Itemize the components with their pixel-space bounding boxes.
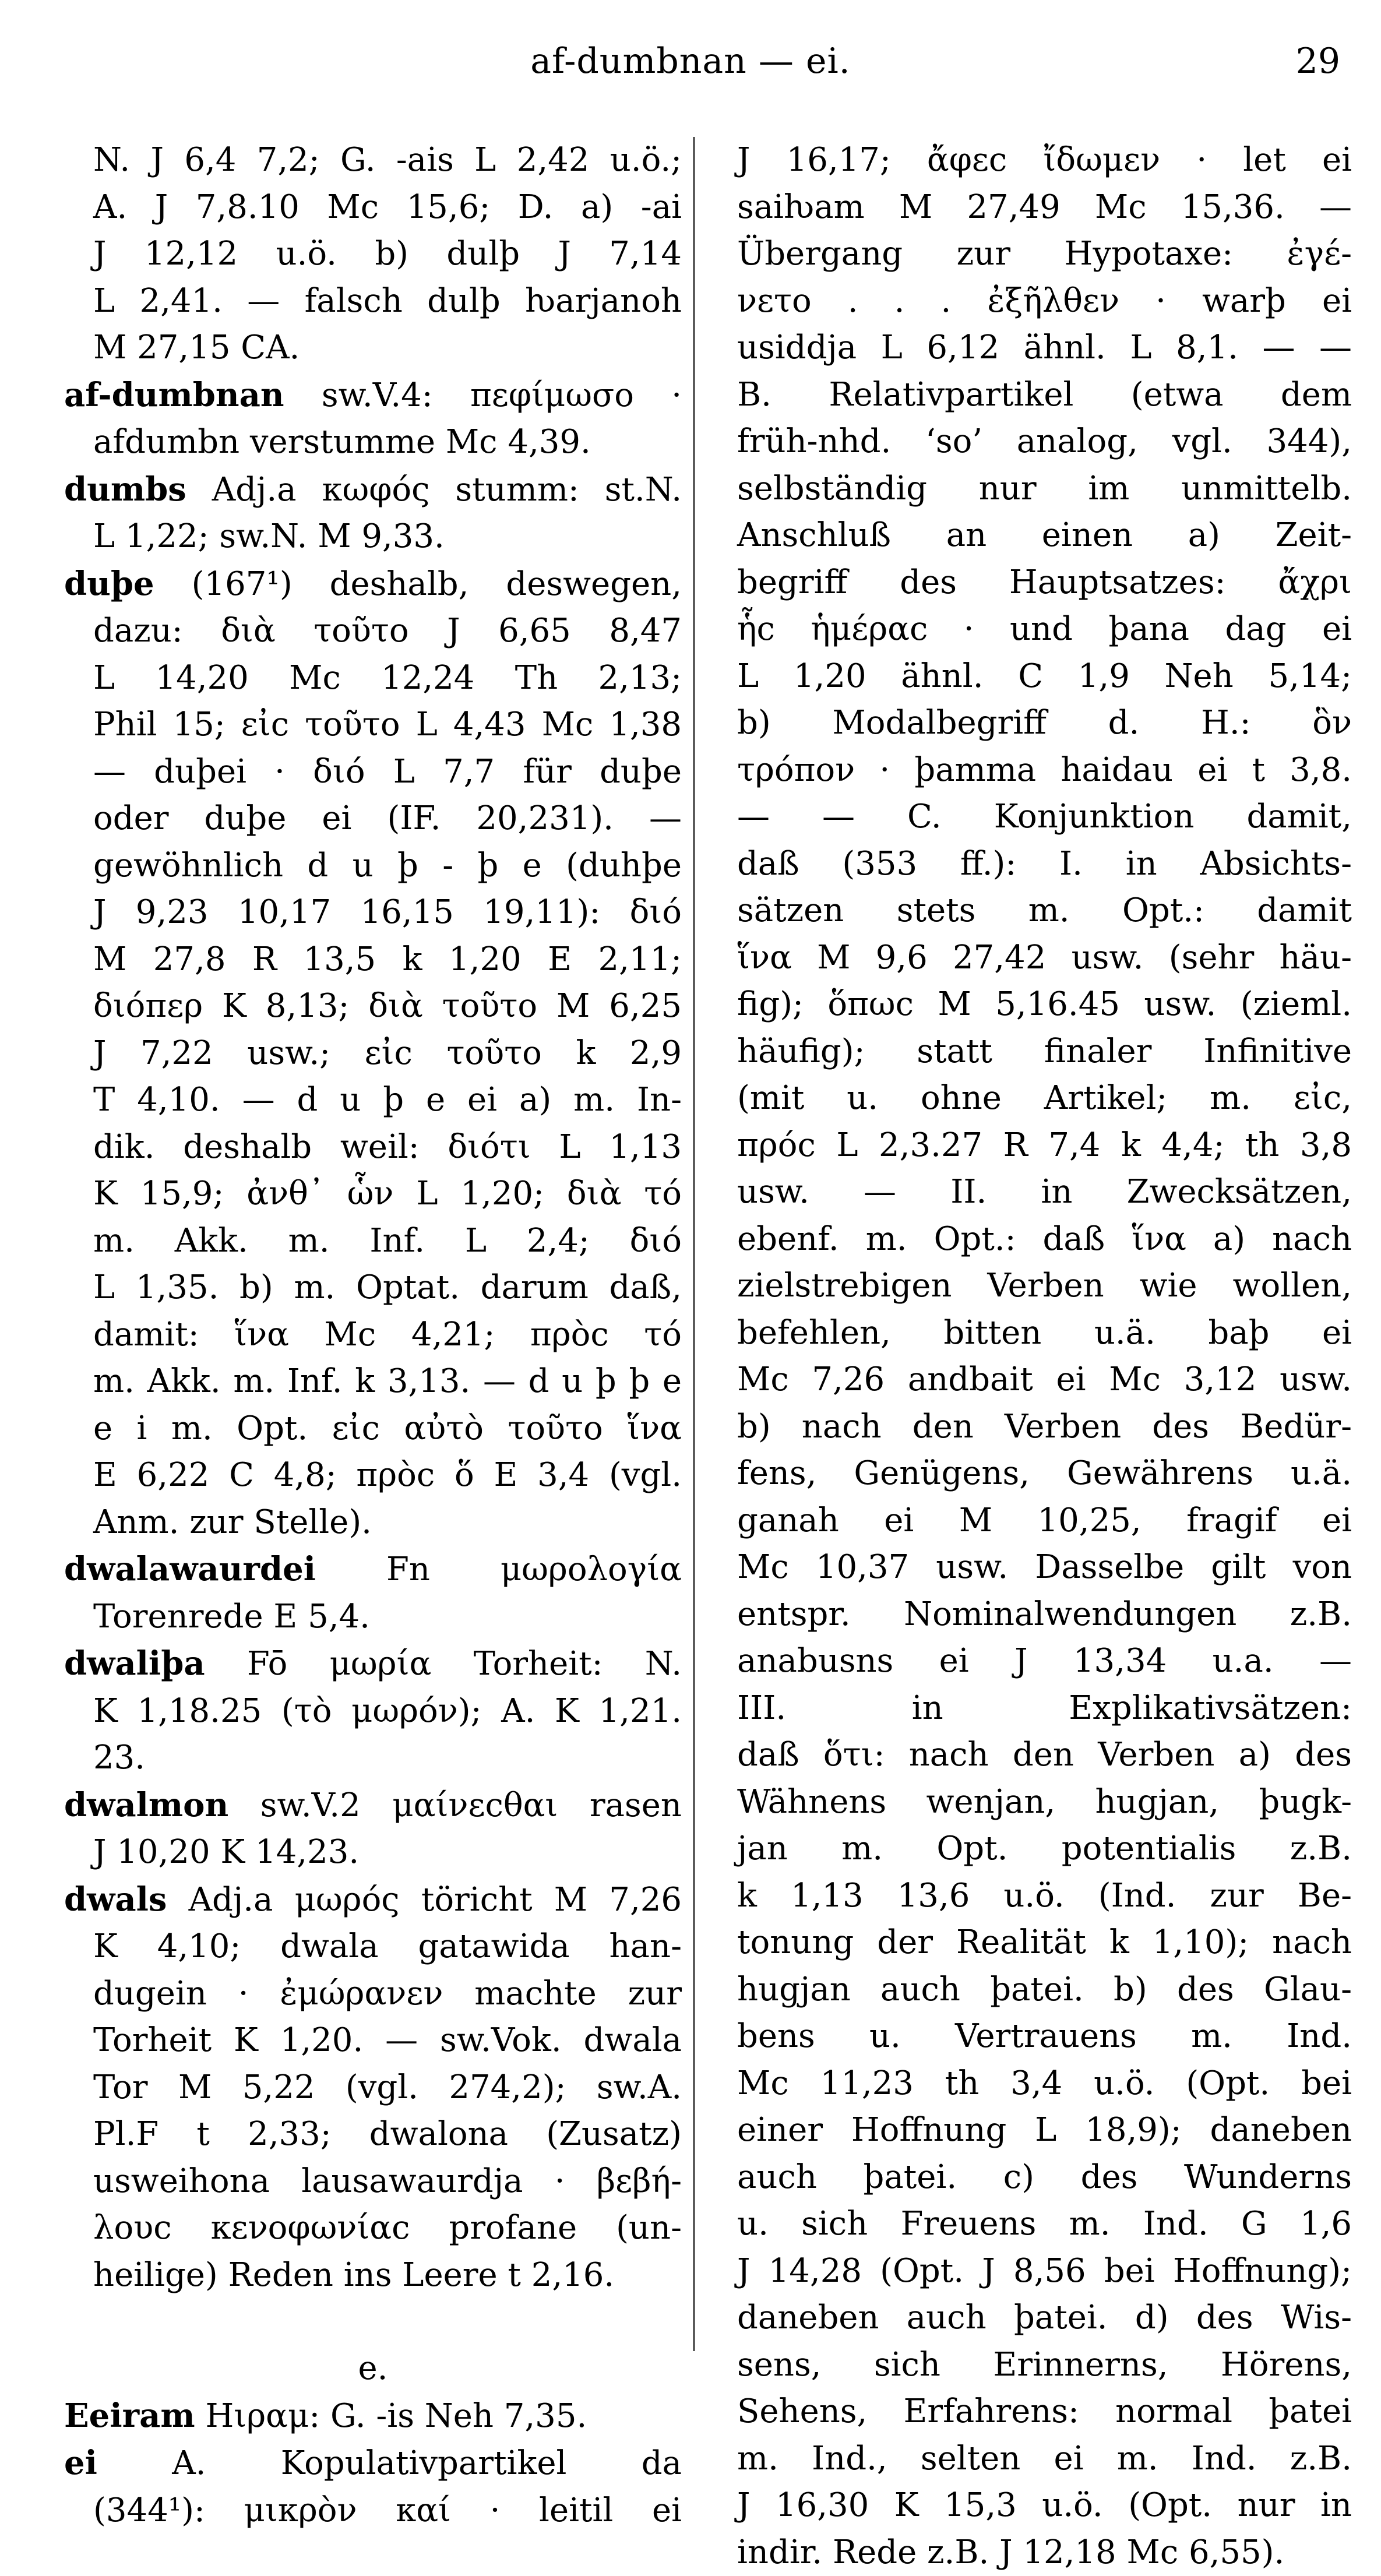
entry-text: b) Modalbegriff d. H.: ὃν	[737, 704, 1352, 742]
text-line	[64, 1923, 682, 1971]
text-line	[737, 1404, 1352, 1451]
entry-text: J 16,30 K 15,3 u.ö. (Opt. nur in	[737, 2486, 1352, 2524]
entry-text: begriff des Hauptsatzes: ἄχρι	[737, 563, 1352, 601]
text-line	[737, 1169, 1352, 1216]
entry-headword-line	[64, 1782, 682, 1830]
entry-headword-line	[64, 2440, 682, 2487]
entry-text: Phil 15; εἰϲ τοῦτο L 4,43 Mc 1,38	[93, 706, 682, 743]
entry-text: saiƕam M 27,49 Mc 15,36. —	[737, 188, 1352, 226]
text-line	[737, 1591, 1352, 1638]
text-line	[737, 137, 1352, 184]
text-line	[64, 1405, 682, 1453]
text-line	[737, 2013, 1352, 2060]
headword: ei	[64, 2444, 97, 2482]
headword: duþe	[64, 565, 154, 603]
entry-text: K 1,18.25 (τὸ μωρόν); A. K 1,21.	[93, 1692, 682, 1730]
entry-text: fens, Genügens, Gewährens u.ä.	[737, 1454, 1352, 1492]
entry-headword-line	[64, 466, 682, 514]
text-line	[737, 1497, 1352, 1545]
text-line	[64, 1312, 682, 1359]
entry-text: m. Akk. m. Inf. L 2,4; διό	[93, 1222, 682, 1260]
entry-text: Anm. zur Stelle).	[93, 1503, 372, 1541]
entry-text: Adj.a κωφός stumm: st.N.	[186, 471, 682, 509]
entry-text: sw.V.2 μαίνεϲθαι rasen	[228, 1786, 682, 1824]
text-line	[64, 325, 682, 372]
entry-text: (344¹): μικρὸν καί · leitil ei	[93, 2492, 682, 2529]
text-line	[737, 1919, 1352, 1967]
text-line	[737, 512, 1352, 559]
text-line	[737, 1685, 1352, 1732]
entry-text: sätzen stets m. Opt.: damit	[737, 891, 1352, 929]
entry-text: Sehens, Erfahrens: normal þatei	[737, 2392, 1352, 2430]
text-line	[737, 559, 1352, 607]
entry-text: τρόπον · þamma haidau ei t 3,8.	[737, 751, 1352, 789]
entry-text: befehlen, bitten u.ä. baþ ei	[737, 1314, 1352, 1352]
entry-text: gewöhnlich d u þ - þ e (duhþe	[93, 847, 682, 884]
text-line	[64, 749, 682, 796]
headword: dwalawaurdei	[64, 1550, 316, 1588]
text-line	[737, 1263, 1352, 1310]
entry-text: Pl.F t 2,33; dwalona (Zusatz)	[93, 2115, 682, 2153]
entry-text: Ηιραμ: G. -is Neh 7,35.	[195, 2397, 587, 2435]
text-line	[737, 1122, 1352, 1169]
text-line	[737, 1028, 1352, 1076]
text-line	[64, 137, 682, 184]
entry-text: früh-nhd. ‘so’ analog, vgl. 344),	[737, 422, 1352, 460]
text-line	[64, 889, 682, 936]
entry-text: entspr. Nominalwendungen z.B.	[737, 1595, 1352, 1633]
text-line	[737, 1310, 1352, 1357]
entry-text: Fō μωρία Torheit: N.	[205, 1645, 682, 1683]
entry-text: daß (353 ff.): I. in Absichts-	[737, 845, 1352, 883]
text-line	[737, 2436, 1352, 2483]
entry-text: bens u. Vertrauens m. Ind.	[737, 2017, 1352, 2055]
entry-text: J 7,22 usw.; εἰϲ τοῦτο k 2,9	[93, 1034, 682, 1072]
entry-text: J 12,12 u.ö. b) dulþ J 7,14	[93, 235, 682, 273]
entry-text: Mc 10,37 usw. Dasselbe gilt von	[737, 1548, 1352, 1586]
entry-text: ebenf. m. Opt.: daß ἵνα a) nach	[737, 1220, 1352, 1258]
entry-text: νετο . . . ἐξῆλθεν · warþ ei	[737, 282, 1352, 320]
text-line	[737, 2342, 1352, 2389]
entry-text: sens, sich Erinnerns, Hörens,	[737, 2346, 1352, 2384]
text-line	[64, 513, 682, 561]
entry-text: sw.V.4: πεφίμωσο ·	[284, 376, 682, 414]
text-line	[64, 1499, 682, 1546]
entry-text: J 16,17; ἄφεϲ ἴδωμεν · let ei	[737, 141, 1352, 179]
text-line	[737, 2107, 1352, 2154]
entry-text: usiddja L 6,12 ähnl. L 8,1. — —	[737, 329, 1352, 367]
entry-text: b) nach den Verben des Bedür-	[737, 1408, 1352, 1446]
text-line	[737, 935, 1352, 982]
text-line	[64, 1124, 682, 1171]
text-line	[737, 887, 1352, 935]
text-line	[737, 606, 1352, 653]
text-line	[737, 2529, 1352, 2576]
text-line	[64, 278, 682, 325]
text-line	[737, 1638, 1352, 1685]
entry-headword-line	[64, 1546, 682, 1594]
entry-text: L 1,22; sw.N. M 9,33.	[93, 517, 445, 555]
entry-text: L 2,41. — falsch dulþ ƕarjanoh	[93, 282, 682, 320]
text-line	[737, 466, 1352, 513]
entry-text: M 27,15 CA.	[93, 329, 300, 367]
entry-text: A. Kopulativpartikel da	[97, 2444, 682, 2482]
text-line	[737, 2248, 1352, 2295]
entry-text: J 10,20 K 14,23.	[93, 1833, 359, 1871]
text-line	[64, 702, 682, 749]
entry-text: dik. deshalb weil: διότι L 1,13	[93, 1128, 682, 1166]
entry-text: J 14,28 (Opt. J 8,56 bei Hoffnung);	[737, 2252, 1352, 2290]
entry-text: zielstrebigen Verben wie wollen,	[737, 1267, 1352, 1305]
entry-text: jan m. Opt. potentialis z.B.	[737, 1830, 1352, 1867]
text-line	[64, 608, 682, 655]
entry-text: III. in Explikativsätzen:	[737, 1689, 1352, 1727]
entry-text: (mit u. ohne Artikel; m. εἰϲ,	[737, 1079, 1352, 1117]
text-line	[737, 981, 1352, 1028]
text-line	[737, 1544, 1352, 1591]
entry-text: fig); ὅπωϲ M 5,16.45 usw. (zieml.	[737, 985, 1352, 1023]
text-line	[64, 1030, 682, 1077]
entry-text: Wähnens wenjan, hugjan, þugk-	[737, 1783, 1352, 1821]
text-line	[64, 2111, 682, 2158]
entry-text: Fn μωρολογία	[316, 1550, 682, 1588]
entry-text: K 15,9; ἀνθ᾽ ὧν L 1,20; διὰ τό	[93, 1175, 682, 1213]
headword: dwaliþa	[64, 1644, 205, 1683]
entry-text: Tor M 5,22 (vgl. 274,2); sw.A.	[93, 2068, 682, 2106]
entry-text: einer Hoffnung L 18,9); daneben	[737, 2111, 1352, 2149]
text-line	[737, 794, 1352, 841]
entry-text: damit: ἵνα Mc 4,21; πρὸϲ τό	[93, 1316, 682, 1354]
text-line	[64, 1358, 682, 1405]
entry-text: oder duþe ei (IF. 20,231). —	[93, 799, 682, 837]
text-line	[64, 1171, 682, 1218]
entry-text: usweihona lausawaurdja · βεβή-	[93, 2162, 682, 2200]
text-line	[64, 1264, 682, 1312]
entry-text: indir. Rede z.B. J 12,18 Mc 6,55).	[737, 2533, 1284, 2571]
text-line	[737, 841, 1352, 888]
entry-text: N. J 6,4 7,2; G. -ais L 2,42 u.ö.;	[93, 141, 682, 179]
entry-text: B. Relativpartikel (etwa dem	[737, 376, 1352, 414]
text-line	[64, 936, 682, 984]
entry-text: ἧϲ ἡμέραϲ · und þana dag ei	[737, 610, 1352, 648]
text-line	[64, 2487, 682, 2535]
entry-text: K 4,10; dwala gatawida han-	[93, 1927, 682, 1965]
entry-text: e.	[358, 2349, 388, 2387]
entry-text: dugein · ἐμώρανεν machte zur	[93, 1975, 682, 2013]
entry-text: ganah ei M 10,25, fragif ei	[737, 1502, 1352, 1539]
entry-text: Mc 7,26 andbait ei Mc 3,12 usw.	[737, 1361, 1352, 1398]
entry-text: dazu: διὰ τοῦτο J 6,65 8,47	[93, 612, 682, 650]
entry-text: e i m. Opt. εἰϲ αὐτὸ τοῦτο ἵνα	[93, 1409, 682, 1447]
entry-headword-line	[64, 2392, 682, 2440]
text-line	[737, 372, 1352, 419]
text-line	[64, 983, 682, 1030]
entry-text: heilige) Reden ins Leere t 2,16.	[93, 2256, 614, 2294]
text-line	[737, 747, 1352, 794]
page-number: 29	[1296, 41, 1340, 82]
text-line	[737, 2060, 1352, 2108]
text-line	[737, 2295, 1352, 2342]
text-line	[737, 231, 1352, 278]
entry-text: L 14,20 Mc 12,24 Th 2,13;	[93, 659, 682, 697]
text-line	[737, 184, 1352, 231]
entry-text: A. J 7,8.10 Mc 15,6; D. a) -ai	[93, 188, 682, 226]
entry-text: Adj.a μωρός töricht M 7,26	[167, 1881, 682, 1919]
text-line	[737, 1356, 1352, 1404]
entry-text: auch þatei. c) des Wunderns	[737, 2158, 1352, 2196]
entry-text: J 9,23 10,17 16,15 19,11): διό	[93, 893, 682, 931]
text-line	[737, 1450, 1352, 1497]
entry-text: u. sich Freuens m. Ind. G 1,6	[737, 2205, 1352, 2243]
text-line	[737, 1216, 1352, 1263]
entry-headword-line	[64, 1640, 682, 1688]
text-line	[737, 278, 1352, 325]
text-line	[737, 2482, 1352, 2529]
text-line	[64, 1829, 682, 1876]
entry-text: Torenrede E 5,4.	[93, 1598, 370, 1636]
entry-text: selbständig nur im unmittelb.	[737, 470, 1352, 508]
text-line	[737, 700, 1352, 747]
entry-text: λουϲ κενοφωνίαϲ profane (un-	[93, 2209, 682, 2247]
text-line	[737, 1967, 1352, 2014]
text-line	[737, 1779, 1352, 1826]
text-line	[737, 418, 1352, 466]
text-line	[737, 325, 1352, 372]
entry-text: tonung der Realität k 1,10); nach	[737, 1923, 1352, 1961]
entry-text: Übergang zur Hypotaxe: ἐγέ-	[737, 235, 1352, 273]
text-line	[737, 1075, 1352, 1122]
text-line	[737, 1732, 1352, 1779]
entry-text: L 1,35. b) m. Optat. darum daß,	[93, 1268, 682, 1306]
entry-text: 23.	[93, 1739, 145, 1777]
text-line	[64, 2017, 682, 2064]
text-line	[64, 419, 682, 466]
text-line	[64, 1218, 682, 1265]
text-line	[737, 2154, 1352, 2201]
entry-text: m. Ind., selten ei m. Ind. z.B.	[737, 2440, 1352, 2478]
entry-text: E 6,22 C 4,8; πρὸϲ ὅ E 3,4 (vgl.	[93, 1456, 682, 1494]
entry-text: Torheit K 1,20. — sw.Vok. dwala	[93, 2021, 682, 2059]
text-line	[64, 1971, 682, 2018]
text-line	[737, 1826, 1352, 1873]
text-line	[64, 1594, 682, 1641]
entry-text: daß ὅτι: nach den Verben a) des	[737, 1736, 1352, 1774]
entry-text: ἵνα M 9,6 27,42 usw. (sehr häu-	[737, 939, 1352, 977]
text-line	[64, 184, 682, 231]
entry-text: usw. — II. in Zwecksätzen,	[737, 1173, 1352, 1211]
entry-text: L 1,20 ähnl. C 1,9 Neh 5,14;	[737, 657, 1352, 695]
entry-headword-line	[64, 1876, 682, 1924]
text-line	[64, 2252, 682, 2299]
text-line	[64, 795, 682, 843]
headword: dwalmon	[64, 1786, 228, 1824]
entry-text: hugjan auch þatei. b) des Glau-	[737, 1971, 1352, 2008]
text-line	[64, 843, 682, 890]
right-column	[737, 137, 1352, 2576]
entry-text: Mc 11,23 th 3,4 u.ö. (Opt. bei	[737, 2064, 1352, 2102]
text-line	[737, 2201, 1352, 2248]
running-head: af-dumbnan — ei.	[0, 41, 1381, 82]
entry-text: — — C. Konjunktion damit,	[737, 798, 1352, 836]
section-gap	[64, 2299, 682, 2345]
text-line	[64, 1452, 682, 1499]
entry-text: m. Akk. m. Inf. k 3,13. — d u þ þ e	[93, 1362, 682, 1400]
entry-text: daneben auch þatei. d) des Wis-	[737, 2299, 1352, 2337]
page-header	[0, 35, 1381, 87]
text-line	[737, 2388, 1352, 2436]
text-line	[64, 2345, 682, 2392]
text-line	[737, 1873, 1352, 1920]
text-line	[64, 1735, 682, 1782]
entry-text: Anschluß an einen a) Zeit-	[737, 516, 1352, 554]
column-divider	[693, 137, 695, 2351]
text-line	[64, 2158, 682, 2205]
entry-text: afdumbn verstumme Mc 4,39.	[93, 423, 591, 461]
headword: dwals	[64, 1880, 167, 1919]
entry-text: πρόϲ L 2,3.27 R 7,4 k 4,4; th 3,8	[737, 1126, 1352, 1164]
text-line	[737, 653, 1352, 700]
left-column	[64, 137, 682, 2534]
entry-text: k 1,13 13,6 u.ö. (Ind. zur Be-	[737, 1877, 1352, 1915]
text-line	[64, 1077, 682, 1124]
text-line	[64, 655, 682, 702]
text-line	[64, 1688, 682, 1735]
entry-headword-line	[64, 372, 682, 420]
entry-headword-line	[64, 561, 682, 608]
entry-text: — duþei · διό L 7,7 für duþe	[93, 753, 682, 791]
entry-text: (167¹) deshalb, deswegen,	[154, 565, 682, 603]
headword: af-dumbnan	[64, 376, 284, 414]
headword: Eeiram	[64, 2397, 195, 2435]
entry-text: T 4,10. — d u þ e ei a) m. In-	[93, 1081, 682, 1119]
entry-text: M 27,8 R 13,5 k 1,20 E 2,11;	[93, 940, 682, 978]
text-line	[64, 2205, 682, 2252]
entry-text: anabusns ei J 13,34 u.a. —	[737, 1642, 1352, 1680]
headword: dumbs	[64, 470, 186, 509]
text-line	[64, 2064, 682, 2112]
text-line	[64, 231, 682, 278]
entry-text: διόπερ K 8,13; διὰ τοῦτο M 6,25	[93, 987, 682, 1025]
entry-text: häufig); statt finaler Infinitive	[737, 1032, 1352, 1070]
